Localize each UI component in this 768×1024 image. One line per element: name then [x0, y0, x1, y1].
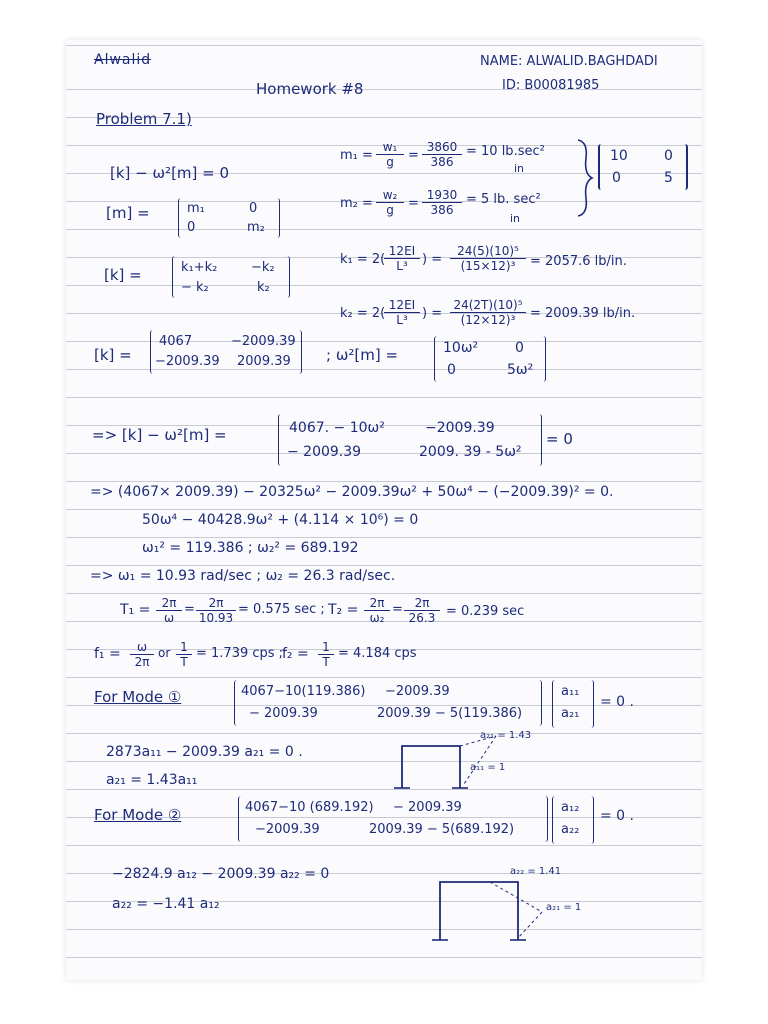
- t2-result: = 0.239 sec: [446, 604, 525, 619]
- matrix-cell: 2009. 39 - 5ω²: [419, 444, 522, 460]
- determinant-expansion: => (4067× 2009.39) − 20325ω² − 2009.39ω² + 50ω⁴ − (−2009.39)² = 0.: [90, 484, 614, 500]
- matrix-cell: 4067. − 10ω²: [289, 420, 385, 436]
- matrix-cell: m₁: [187, 201, 205, 216]
- matrix-cell: 5: [664, 170, 673, 186]
- equals-sign: =: [408, 196, 419, 211]
- matrix-cell: 10ω²: [443, 340, 479, 356]
- t1-result: = 0.575 sec ;: [238, 602, 325, 617]
- t1-fraction: $\frac{2\pi}{\omega}$: [156, 596, 182, 625]
- matrix-cell: 0: [612, 170, 621, 186]
- page-title: Homework #8: [256, 80, 364, 98]
- matrix-cell: 0: [249, 201, 258, 216]
- m1-unit: in: [514, 162, 525, 175]
- t2-fraction: $\frac{2\pi}{\text{ω₂}}$: [364, 596, 390, 625]
- vector-cell: a₂₂: [561, 822, 580, 837]
- mass-matrix-numeric: [598, 144, 688, 190]
- matrix-cell: 2009.39: [237, 354, 291, 369]
- f2-fraction: $\frac{1}{T}$: [318, 640, 334, 669]
- mode1-rhs: = 0 .: [600, 694, 634, 710]
- mode2-sketch-top-label: a₂₂ = 1.41: [510, 866, 562, 877]
- mass-matrix-symbolic: [178, 198, 280, 238]
- m2-unit: in: [510, 212, 521, 225]
- w2m-matrix: [434, 336, 546, 382]
- vector-cell: a₁₁: [561, 684, 580, 699]
- characteristic-matrix: [278, 414, 542, 466]
- m1-result: = 10 lb.sec²: [466, 144, 545, 159]
- f1-result: = 1.739 cps ;: [196, 646, 284, 661]
- matrix-cell: 0: [515, 340, 524, 356]
- mode2-ratio: a₂₂ = −1.41 a₁₂: [112, 896, 220, 912]
- matrix-cell: k₁+k₂: [181, 260, 218, 275]
- matrix-cell: 4067: [159, 334, 193, 349]
- k1-fraction: $\frac{12EI}{\text{L³}}$: [384, 244, 420, 273]
- stiffness-matrix-numeric: [150, 330, 302, 374]
- notebook-page: [66, 40, 702, 980]
- f2-label: f₂ =: [282, 646, 309, 662]
- m2-fraction-num: $\frac{1930}{386}$: [422, 188, 462, 217]
- vector-cell: a₁₂: [561, 800, 580, 815]
- mode2-rhs: = 0 .: [600, 808, 634, 824]
- k1-label: k₁ = 2(: [340, 252, 386, 267]
- mode1-shape-sketch: [392, 734, 532, 790]
- k2-fraction-num: $\frac{\text{24(2T)(10)⁵}}{\text{(12×12)³}}$: [450, 298, 526, 327]
- vector-cell: a₂₁: [561, 706, 580, 721]
- k1-result: = 2057.6 lb/in.: [530, 254, 627, 269]
- matrix-cell: 5ω²: [507, 362, 534, 378]
- k2-fraction: $\frac{12EI}{\text{L³}}$: [384, 298, 420, 327]
- k2-label: k₂ = 2(: [340, 306, 386, 321]
- mode1-equation: 2873a₁₁ − 2009.39 a₂₁ = 0 .: [106, 744, 303, 760]
- matrix-cell: − k₂: [181, 280, 209, 295]
- k1-fraction-num: $\frac{\text{24(5)(10)⁵}}{\text{(15×12)³}}$: [450, 244, 526, 273]
- stiffness-matrix-label: [k] =: [104, 266, 142, 284]
- matrix-cell: 0: [664, 148, 673, 164]
- matrix-cell: −2009.39: [155, 354, 220, 369]
- f1-fraction-alt: $\frac{1}{T}$: [176, 640, 192, 669]
- matrix-cell: −2009.39: [255, 822, 320, 837]
- mode1-sketch-mid-label: a₁₁ = 1: [470, 762, 506, 773]
- k2-mid: ) =: [422, 306, 443, 321]
- matrix-cell: 10: [610, 148, 628, 164]
- t2-fraction-num: $\frac{2\pi}{26.3}$: [404, 596, 440, 625]
- student-name: NAME: ALWALID.BAGHDADI: [480, 54, 658, 69]
- matrix-cell: −2009.39: [425, 420, 495, 436]
- k1-mid: ) =: [422, 252, 443, 267]
- m1-label: m₁ =: [340, 148, 373, 163]
- char-matrix-rhs: = 0: [546, 430, 573, 448]
- mode2-sketch-mid-label: a₂₁ = 1: [546, 902, 582, 913]
- mode2-label: For Mode ②: [94, 806, 182, 824]
- mode1-ratio: a₂₁ = 1.43a₁₁: [106, 772, 198, 788]
- matrix-cell: −2009.39: [385, 684, 450, 699]
- mode2-equation: −2824.9 a₁₂ − 2009.39 a₂₂ = 0: [112, 866, 330, 882]
- stiffness-matrix-symbolic: [172, 256, 290, 298]
- matrix-cell: − 2009.39: [393, 800, 462, 815]
- matrix-cell: 4067−10 (689.192): [245, 800, 374, 815]
- w2m-label: ; ω²[m] =: [326, 346, 399, 364]
- m2-fraction: $\frac{\text{w₂}}{g}$: [376, 188, 404, 217]
- scribbled-word: Alwalid: [94, 52, 152, 68]
- matrix-cell: −2009.39: [231, 334, 296, 349]
- m1-fraction-num: $\frac{3860}{386}$: [422, 140, 462, 169]
- f2-result: = 4.184 cps: [338, 646, 417, 661]
- char-matrix-label: => [k] − ω²[m] =: [92, 426, 227, 444]
- matrix-cell: m₂: [247, 220, 265, 235]
- polynomial-equation: 50ω⁴ − 40428.9ω² + (4.114 × 10⁶) = 0: [142, 512, 419, 528]
- curly-brace: [574, 138, 596, 218]
- matrix-cell: − 2009.39: [287, 444, 362, 460]
- matrix-cell: 0: [447, 362, 456, 378]
- problem-label: Problem 7.1): [96, 110, 192, 128]
- f1-fraction: $\frac{\omega}{2\pi}$: [130, 640, 154, 669]
- mode2-vector: [552, 796, 594, 844]
- equals-sign: =: [392, 602, 403, 617]
- mass-matrix-label: [m] =: [106, 204, 150, 222]
- omega-squared-roots: ω₁² = 119.386 ; ω₂² = 689.192: [142, 540, 359, 556]
- matrix-cell: k₂: [257, 280, 270, 295]
- equals-sign: =: [408, 148, 419, 163]
- t2-label: T₂ =: [328, 602, 359, 618]
- matrix-cell: 2009.39 − 5(689.192): [369, 822, 515, 837]
- mode1-label: For Mode ①: [94, 688, 182, 706]
- m1-fraction: $\frac{\text{w₁}}{g}$: [376, 140, 404, 169]
- matrix-cell: − 2009.39: [249, 706, 318, 721]
- mode2-matrix: [238, 796, 548, 842]
- matrix-cell: 2009.39 − 5(119.386): [377, 706, 523, 721]
- k-numeric-label: [k] =: [94, 346, 132, 364]
- mode1-sketch-top-label: a₂₁ = 1.43: [480, 730, 532, 741]
- matrix-cell: 4067−10(119.386): [241, 684, 366, 699]
- m2-label: m₂ =: [340, 196, 373, 211]
- equals-sign: =: [184, 602, 195, 617]
- student-id: ID: B00081985: [502, 78, 600, 93]
- or-word: or: [158, 646, 171, 660]
- mode1-vector: [552, 680, 594, 728]
- t1-fraction-num: $\frac{2\pi}{10.93}$: [196, 596, 236, 625]
- matrix-cell: −k₂: [251, 260, 275, 275]
- natural-frequencies: => ω₁ = 10.93 rad/sec ; ω₂ = 26.3 rad/sec.: [90, 568, 396, 584]
- t1-label: T₁ =: [120, 602, 151, 618]
- k2-result: = 2009.39 lb/in.: [530, 306, 636, 321]
- mode1-matrix: [234, 680, 542, 726]
- characteristic-equation: [k] − ω²[m] = 0: [110, 164, 230, 182]
- m2-result: = 5 lb. sec²: [466, 192, 541, 207]
- matrix-cell: 0: [187, 220, 196, 235]
- f1-label: f₁ =: [94, 646, 121, 662]
